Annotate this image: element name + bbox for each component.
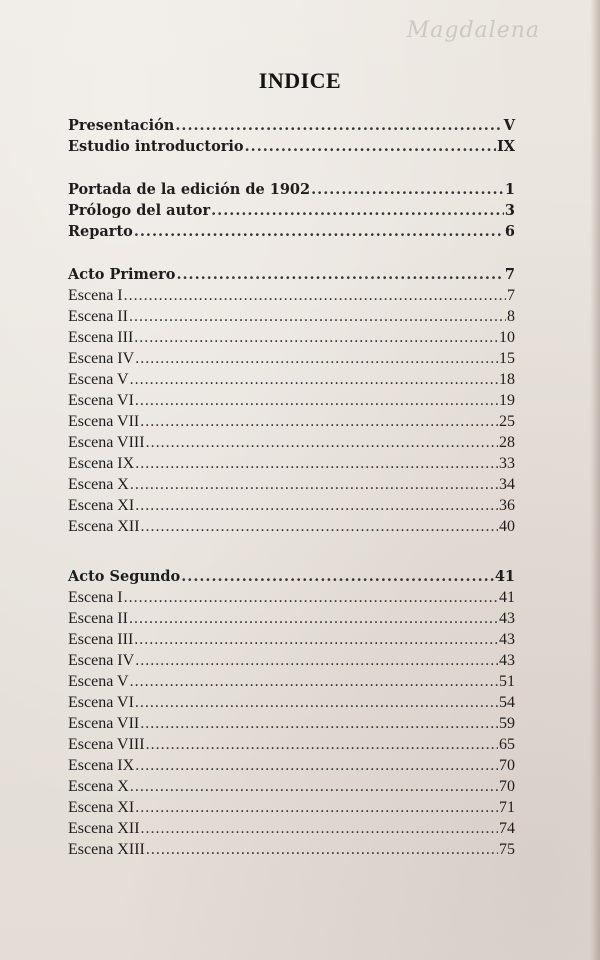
toc-entry-label: Prólogo del autor bbox=[68, 202, 211, 219]
toc-page-number: 1 bbox=[504, 181, 515, 198]
dot-leader bbox=[135, 755, 498, 776]
toc-page-number: 65 bbox=[499, 736, 515, 753]
toc-entry bbox=[68, 411, 515, 432]
toc-entry bbox=[68, 474, 515, 495]
toc-entry-label: Escena VII bbox=[68, 413, 140, 430]
section-gap bbox=[68, 242, 515, 264]
toc-page-number: 15 bbox=[499, 350, 515, 367]
toc-page-number: 41 bbox=[499, 589, 515, 606]
section-gap bbox=[68, 537, 515, 566]
dot-leader bbox=[141, 818, 498, 839]
dot-leader bbox=[146, 734, 498, 755]
toc-entry-label: Escena IV bbox=[68, 652, 135, 669]
toc-entry-label: Estudio introductorio bbox=[68, 138, 244, 155]
toc-entry-label: Escena V bbox=[68, 673, 129, 690]
toc-entry bbox=[68, 818, 515, 839]
toc-page-number: V bbox=[503, 117, 515, 134]
toc-entry-label: Escena III bbox=[68, 329, 134, 346]
dot-leader bbox=[129, 306, 506, 327]
toc-page-number: 43 bbox=[499, 631, 515, 648]
dot-leader bbox=[176, 264, 503, 285]
dot-leader bbox=[211, 200, 504, 221]
dot-leader bbox=[135, 495, 498, 516]
toc-entry-label: Escena I bbox=[68, 287, 123, 304]
toc-page-number: 19 bbox=[499, 392, 515, 409]
dot-leader bbox=[130, 776, 498, 797]
toc-page-number: 43 bbox=[499, 652, 515, 669]
toc-entry-label: Escena XI bbox=[68, 497, 135, 514]
toc-entry bbox=[68, 348, 515, 369]
toc-page-number: 18 bbox=[499, 371, 515, 388]
dot-leader bbox=[311, 179, 504, 200]
toc-page-number: 70 bbox=[499, 778, 515, 795]
dot-leader bbox=[135, 348, 498, 369]
dot-leader bbox=[135, 453, 498, 474]
toc-entry-label: Escena X bbox=[68, 778, 129, 795]
toc-entry-label: Escena XII bbox=[68, 820, 140, 837]
toc-page-number: 36 bbox=[499, 497, 515, 514]
toc-entry bbox=[68, 692, 515, 713]
toc-page-number: 6 bbox=[504, 223, 515, 240]
toc-entry-label: Presentación bbox=[68, 117, 175, 134]
toc-entry-label: Acto Segundo bbox=[68, 568, 181, 585]
toc-entry-label: Escena IX bbox=[68, 455, 135, 472]
toc-entry-label: Escena II bbox=[68, 610, 128, 627]
toc-page-number: 41 bbox=[494, 568, 515, 585]
dot-leader bbox=[175, 115, 502, 136]
dot-leader bbox=[135, 390, 498, 411]
toc-entry-label: Escena II bbox=[68, 308, 128, 325]
toc-entry-label: Escena III bbox=[68, 631, 134, 648]
dot-leader bbox=[140, 713, 498, 734]
toc-page-number: 8 bbox=[507, 308, 515, 325]
toc-entry-label: Acto Primero bbox=[68, 266, 176, 283]
dot-leader bbox=[135, 797, 498, 818]
toc-entry bbox=[68, 432, 515, 453]
toc-page-number: 10 bbox=[499, 329, 515, 346]
toc-entry-label: Escena VIII bbox=[68, 736, 145, 753]
toc-page-number: 7 bbox=[504, 266, 515, 283]
dot-leader bbox=[124, 587, 498, 608]
toc-heading-entry bbox=[68, 264, 515, 285]
toc-entry bbox=[68, 629, 515, 650]
toc-page-number: 40 bbox=[499, 518, 515, 535]
dot-leader bbox=[129, 608, 498, 629]
toc-entry bbox=[68, 587, 515, 608]
toc-page-number: 59 bbox=[499, 715, 515, 732]
toc-entry bbox=[68, 650, 515, 671]
dot-leader bbox=[130, 474, 498, 495]
toc-entry-label: Escena XII bbox=[68, 518, 140, 535]
toc-entry-label: Escena XIII bbox=[68, 841, 145, 858]
toc-entry bbox=[68, 453, 515, 474]
toc-entry bbox=[68, 755, 515, 776]
toc-page-number: IX bbox=[496, 138, 515, 155]
toc-entry bbox=[68, 285, 515, 306]
toc-entry bbox=[68, 369, 515, 390]
toc-entry-label: Escena IX bbox=[68, 757, 135, 774]
toc-entry bbox=[68, 608, 515, 629]
toc-page-number: 25 bbox=[499, 413, 515, 430]
toc-entry bbox=[68, 713, 515, 734]
toc-entry bbox=[68, 776, 515, 797]
dot-leader bbox=[130, 369, 498, 390]
toc-page-number: 70 bbox=[499, 757, 515, 774]
toc-entry bbox=[68, 516, 515, 537]
dot-leader bbox=[134, 629, 498, 650]
toc-entry bbox=[68, 839, 515, 860]
toc-page-number: 75 bbox=[499, 841, 515, 858]
page-title: INDICE bbox=[258, 68, 342, 93]
section-gap bbox=[68, 157, 515, 179]
table-of-contents bbox=[68, 115, 515, 860]
toc-entry bbox=[68, 671, 515, 692]
page-edge-shadow bbox=[590, 0, 600, 960]
toc-entry-label: Escena VIII bbox=[68, 434, 145, 451]
toc-entry-label: Escena XI bbox=[68, 799, 135, 816]
dot-leader bbox=[141, 516, 498, 537]
dot-leader bbox=[134, 327, 498, 348]
toc-entry-label: Reparto bbox=[68, 223, 133, 240]
dot-leader bbox=[135, 692, 498, 713]
toc-entry bbox=[68, 327, 515, 348]
toc-entry bbox=[68, 495, 515, 516]
toc-entry-label: Escena X bbox=[68, 476, 129, 493]
toc-heading-entry bbox=[68, 115, 515, 136]
dot-leader bbox=[146, 839, 498, 860]
toc-entry-label: Portada de la edición de 1902 bbox=[68, 181, 311, 198]
bleed-through-header: Magdalena bbox=[406, 18, 540, 43]
toc-page-number: 33 bbox=[499, 455, 515, 472]
toc-entry bbox=[68, 734, 515, 755]
toc-page-number: 74 bbox=[499, 820, 515, 837]
toc-page-number: 51 bbox=[499, 673, 515, 690]
dot-leader bbox=[134, 221, 504, 242]
toc-heading-entry bbox=[68, 221, 515, 242]
toc-heading-entry bbox=[68, 200, 515, 221]
toc-heading-entry bbox=[68, 179, 515, 200]
toc-entry-label: Escena VI bbox=[68, 694, 134, 711]
dot-leader bbox=[135, 650, 498, 671]
toc-page-number: 7 bbox=[507, 287, 515, 304]
dot-leader bbox=[146, 432, 498, 453]
toc-page-number: 71 bbox=[499, 799, 515, 816]
toc-entry bbox=[68, 390, 515, 411]
toc-entry bbox=[68, 306, 515, 327]
toc-page-number: 43 bbox=[499, 610, 515, 627]
toc-entry-label: Escena I bbox=[68, 589, 123, 606]
dot-leader bbox=[140, 411, 498, 432]
toc-page-number: 34 bbox=[499, 476, 515, 493]
toc-heading-entry bbox=[68, 566, 515, 587]
toc-page-number: 54 bbox=[499, 694, 515, 711]
dot-leader bbox=[181, 566, 494, 587]
toc-entry-label: Escena VII bbox=[68, 715, 140, 732]
dot-leader bbox=[245, 136, 496, 157]
toc-entry-label: Escena V bbox=[68, 371, 129, 388]
toc-entry bbox=[68, 797, 515, 818]
dot-leader bbox=[130, 671, 498, 692]
dot-leader bbox=[124, 285, 506, 306]
toc-entry-label: Escena VI bbox=[68, 392, 134, 409]
toc-page-number: 3 bbox=[504, 202, 515, 219]
toc-entry-label: Escena IV bbox=[68, 350, 135, 367]
toc-heading-entry bbox=[68, 136, 515, 157]
toc-page-number: 28 bbox=[499, 434, 515, 451]
